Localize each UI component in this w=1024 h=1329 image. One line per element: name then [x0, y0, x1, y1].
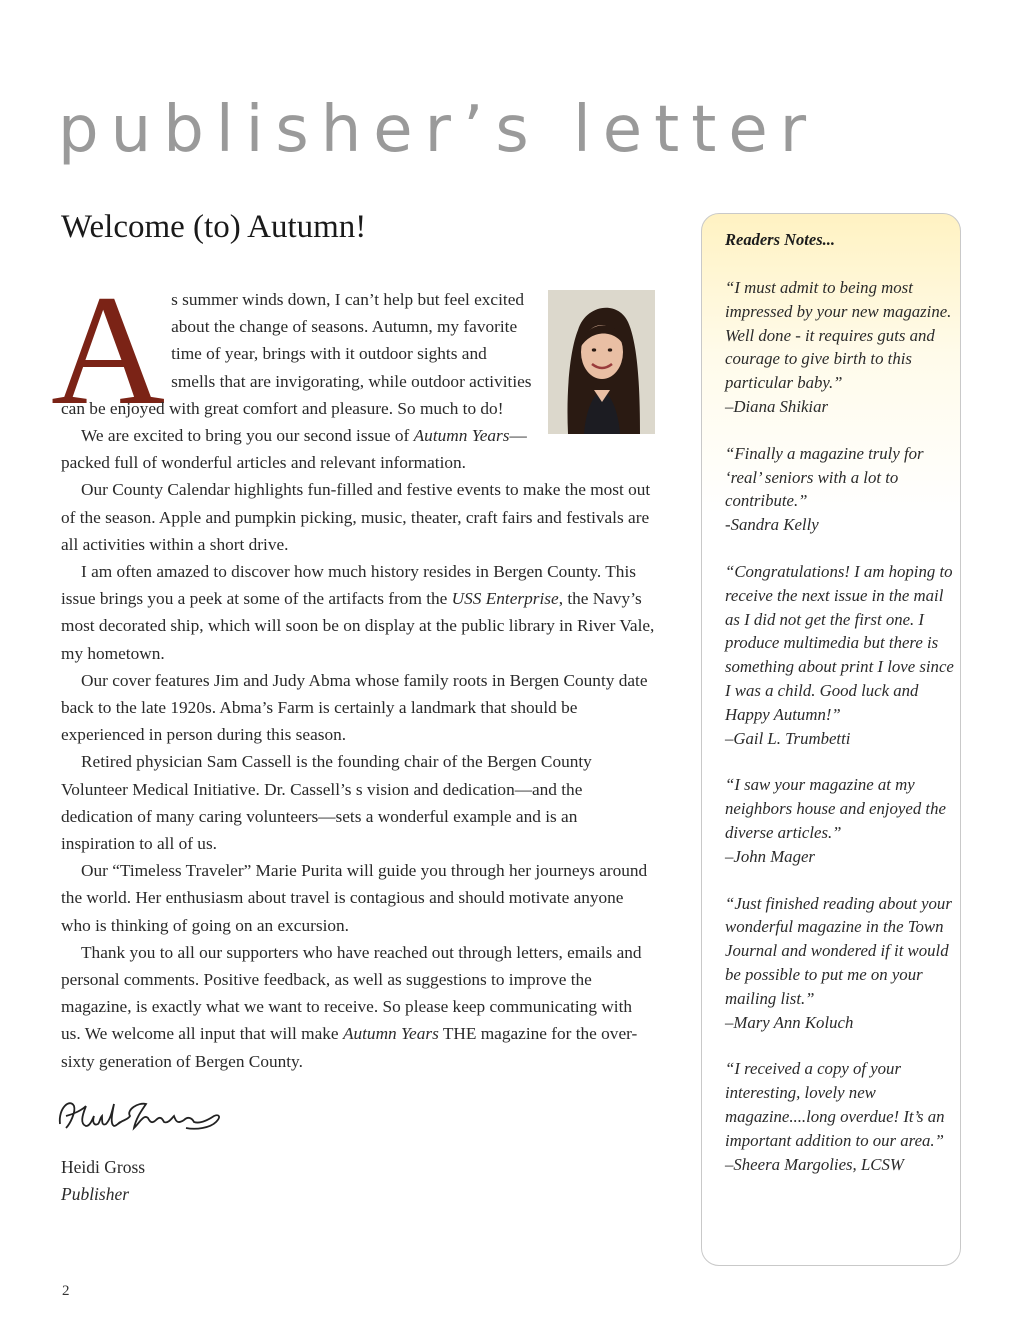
- reader-note: [725, 276, 960, 419]
- note-quote: “I saw your magazine at my neighbors house and enjoyed the diverse articles.”: [725, 775, 946, 842]
- note-author: –Sheera Margolies, LCSW: [725, 1154, 904, 1174]
- note-author: –Gail L. Trumbetti: [725, 728, 851, 748]
- note-quote: “Just finished reading about your wonderful magazine in the Town Journal and wondered if it would be possible to put me on your mailing list.”: [725, 893, 952, 1008]
- note-quote: “I received a copy of your interesting, lovely new magazine....long overdue! It’s an important addition to our area.”: [725, 1059, 945, 1150]
- signatory-name: Heidi Gross: [61, 1157, 146, 1177]
- publisher-portrait-image: [548, 290, 655, 434]
- article-paragraph: Our County Calendar highlights fun-filled and festive events to make the most out of the season. Apple and pumpkin picking, music, theater, craft fairs and festivals are all activities within a short drive.: [61, 480, 651, 554]
- note-author: -Sandra Kelly: [725, 515, 819, 535]
- drop-cap: A: [51, 263, 166, 438]
- article-paragraph: Thank you to all our supporters who have reached out through letters, emails and personal comments. Positive feedback, as well as suggestions to improve the magazine, is exactly what we want to receive. So please keep communicating with us. We welcome all input that will make Autumn Years THE magazine for the over-sixty generation of Bergen County.: [61, 942, 642, 1071]
- note-quote: “I must admit to being most impressed by your new magazine. Well done - it requires guts and courage to give birth to this particular baby.”: [725, 278, 952, 393]
- article-paragraph: I am often amazed to discover how much history resides in Bergen County. This issue brings you a peek at some of the artifacts from the USS Enterprise, the Navy’s most decorated ship, which will soon be on display at the public library in River Vale, my hometown.: [61, 562, 655, 663]
- article-paragraph: We are excited to bring you our second issue of Autumn Years—packed full of wonderful articles and relevant information.: [61, 426, 527, 473]
- section-title: publisher’s letter: [58, 93, 819, 167]
- reader-note: [725, 560, 960, 750]
- reader-note: [725, 773, 960, 868]
- reader-notes-list: [725, 276, 960, 1199]
- page-number: 2: [62, 1283, 70, 1299]
- article-paragraph: As summer winds down, I can’t help but feel excited about the change of seasons. Autumn, my favorite time of year, brings with it outdoor sights and smells that are invigorating, while outdoor activities can be enjoyed with great comfort and pleasure. So much to do!: [51, 263, 532, 438]
- article-paragraph: Our “Timeless Traveler” Marie Purita will guide you through her journeys around the world. Her enthusiasm about travel is contagious and should motivate anyone who is thinking of going on an excursion.: [61, 861, 648, 935]
- article-paragraph: Our cover features Jim and Judy Abma whose family roots in Bergen County date back to the late 1920s. Abma’s Farm is certainly a landmark that should be experienced in person during this season.: [61, 670, 648, 745]
- article-body: [51, 263, 655, 1075]
- note-author: –John Mager: [725, 846, 815, 866]
- note-author: –Diana Shikiar: [725, 396, 829, 416]
- readers-notes-sidebar: [701, 213, 961, 1266]
- note-author: –Mary Ann Koluch: [725, 1012, 854, 1032]
- article-paragraph: Retired physician Sam Cassell is the founding chair of the Bergen County Volunteer Medical Initiative. Dr. Cassell’s s vision and dedication—and the dedication of many caring volunteers—sets a wonderful example and is an inspiration to all of us.: [61, 752, 592, 854]
- reader-note: [725, 1057, 960, 1176]
- reader-note: [725, 892, 960, 1035]
- note-quote: “Finally a magazine truly for ‘real’ seniors with a lot to contribute.”: [725, 443, 924, 511]
- handwritten-signature: [56, 1094, 226, 1143]
- note-quote: “Congratulations! I am hoping to receive the next issue in the mail as I did not get the first one. I produce multimedia but there is something about print I love since I was a child. Good luck and Happy Autumn!”: [725, 561, 954, 724]
- sidebar-title: Readers Notes...: [725, 230, 835, 249]
- signatory-title: Publisher: [61, 1184, 130, 1204]
- article-headline: Welcome (to) Autumn!: [61, 209, 367, 245]
- reader-note: [725, 442, 960, 537]
- publisher-photo: [548, 290, 655, 434]
